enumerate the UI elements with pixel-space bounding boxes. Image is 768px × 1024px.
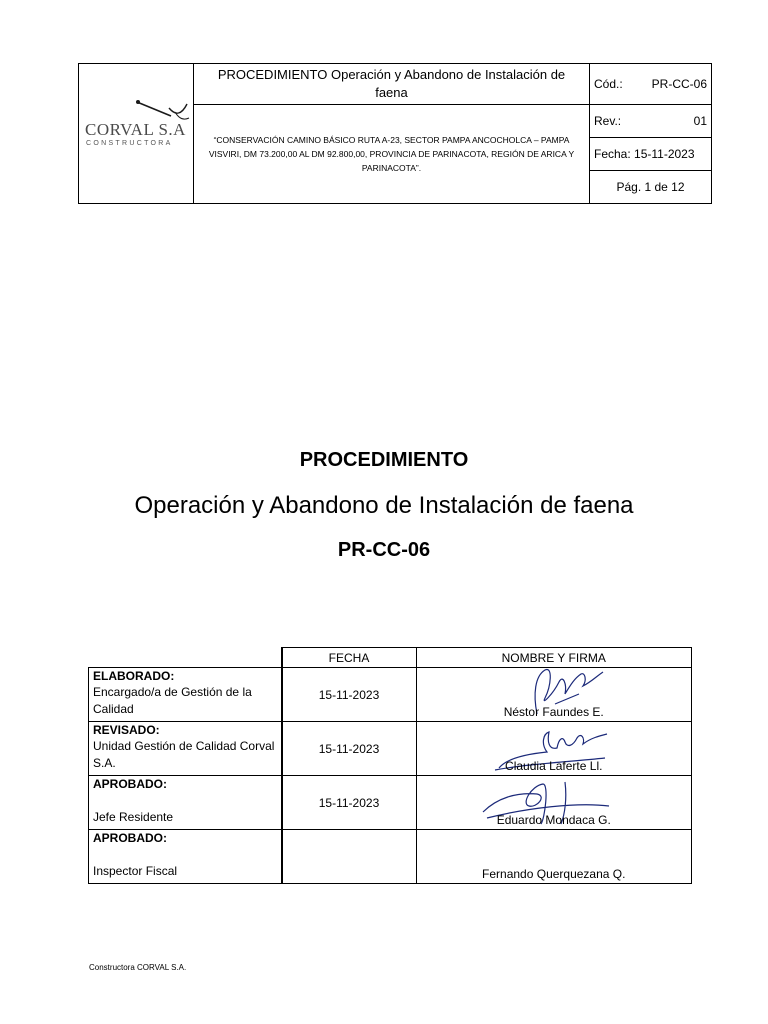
- header-title: PROCEDIMIENTO Operación y Abandono de Instalación de faena: [194, 64, 590, 105]
- date-value: 15-11-2023: [282, 722, 417, 776]
- signer-name: Eduardo Mondaca G.: [496, 813, 611, 827]
- rev-label: Rev.:: [594, 114, 622, 128]
- page-footer: Constructora CORVAL S.A.: [89, 963, 187, 972]
- date-value: [282, 830, 417, 884]
- page-number: Pág. 1 de 12: [590, 171, 712, 204]
- role-label: ELABORADO:: [93, 669, 175, 683]
- role-label: APROBADO:: [93, 831, 167, 845]
- signature-cell: [416, 830, 692, 884]
- table-row: [89, 668, 692, 722]
- date-cell: Fecha: 15-11-2023: [590, 138, 712, 171]
- column-header-name: NOMBRE Y FIRMA: [416, 648, 692, 668]
- date-value: 15-11-2023: [282, 776, 417, 830]
- logo-cell: [79, 64, 194, 204]
- table-row: [89, 722, 692, 776]
- column-header-date: FECHA: [282, 648, 417, 668]
- document-header: [78, 63, 712, 204]
- role-cell: [89, 668, 282, 722]
- signature-cell: [416, 776, 692, 830]
- role-description: Jefe Residente: [93, 810, 174, 824]
- company-logo: [85, 98, 189, 158]
- cover-title: Operación y Abandono de Instalación de faena: [134, 492, 634, 519]
- role-label: REVISADO:: [93, 723, 160, 737]
- role-description: Inspector Fiscal: [93, 864, 178, 878]
- approval-table: [88, 647, 692, 884]
- code-value: PR-CC-06: [651, 77, 707, 91]
- signer-name: Claudia Laferte Ll.: [505, 759, 603, 773]
- cover-code: PR-CC-06: [337, 539, 431, 561]
- logo-subtitle: CONSTRUCTORA: [86, 140, 173, 147]
- role-label: APROBADO:: [93, 777, 167, 791]
- signer-name: Néstor Faundes E.: [503, 705, 604, 719]
- signature-cell: [416, 668, 692, 722]
- logo-text: CORVAL S.A: [85, 120, 186, 139]
- date-value: 15-11-2023: [282, 668, 417, 722]
- table-row: [89, 830, 692, 884]
- role-cell: [89, 830, 282, 884]
- role-cell: [89, 722, 282, 776]
- rev-cell: [590, 105, 712, 138]
- role-description: Encargado/a de Gestión de la Calidad: [93, 685, 252, 716]
- cover-heading: PROCEDIMIENTO: [299, 449, 469, 471]
- rev-value: 01: [693, 114, 707, 128]
- role-cell: [89, 776, 282, 830]
- approval-header-blank: [89, 648, 282, 668]
- project-description: “CONSERVACIÓN CAMINO BÁSICO RUTA A-23, SECTOR PAMPA ANCOCHOLCA – PAMPA VISVIRI, DM 73.200,00 AL DM 92.800,00, PROVINCIA DE PARINACOTA, REGIÓN DE ARICA Y PARINACOTA”.: [194, 105, 590, 204]
- table-row: [89, 776, 692, 830]
- signature-cell: [416, 722, 692, 776]
- role-description: Unidad Gestión de Calidad Corval S.A.: [93, 739, 275, 770]
- code-cell: [590, 64, 712, 105]
- code-label: Cód.:: [594, 77, 623, 91]
- signer-name: Fernando Querquezana Q.: [482, 867, 626, 881]
